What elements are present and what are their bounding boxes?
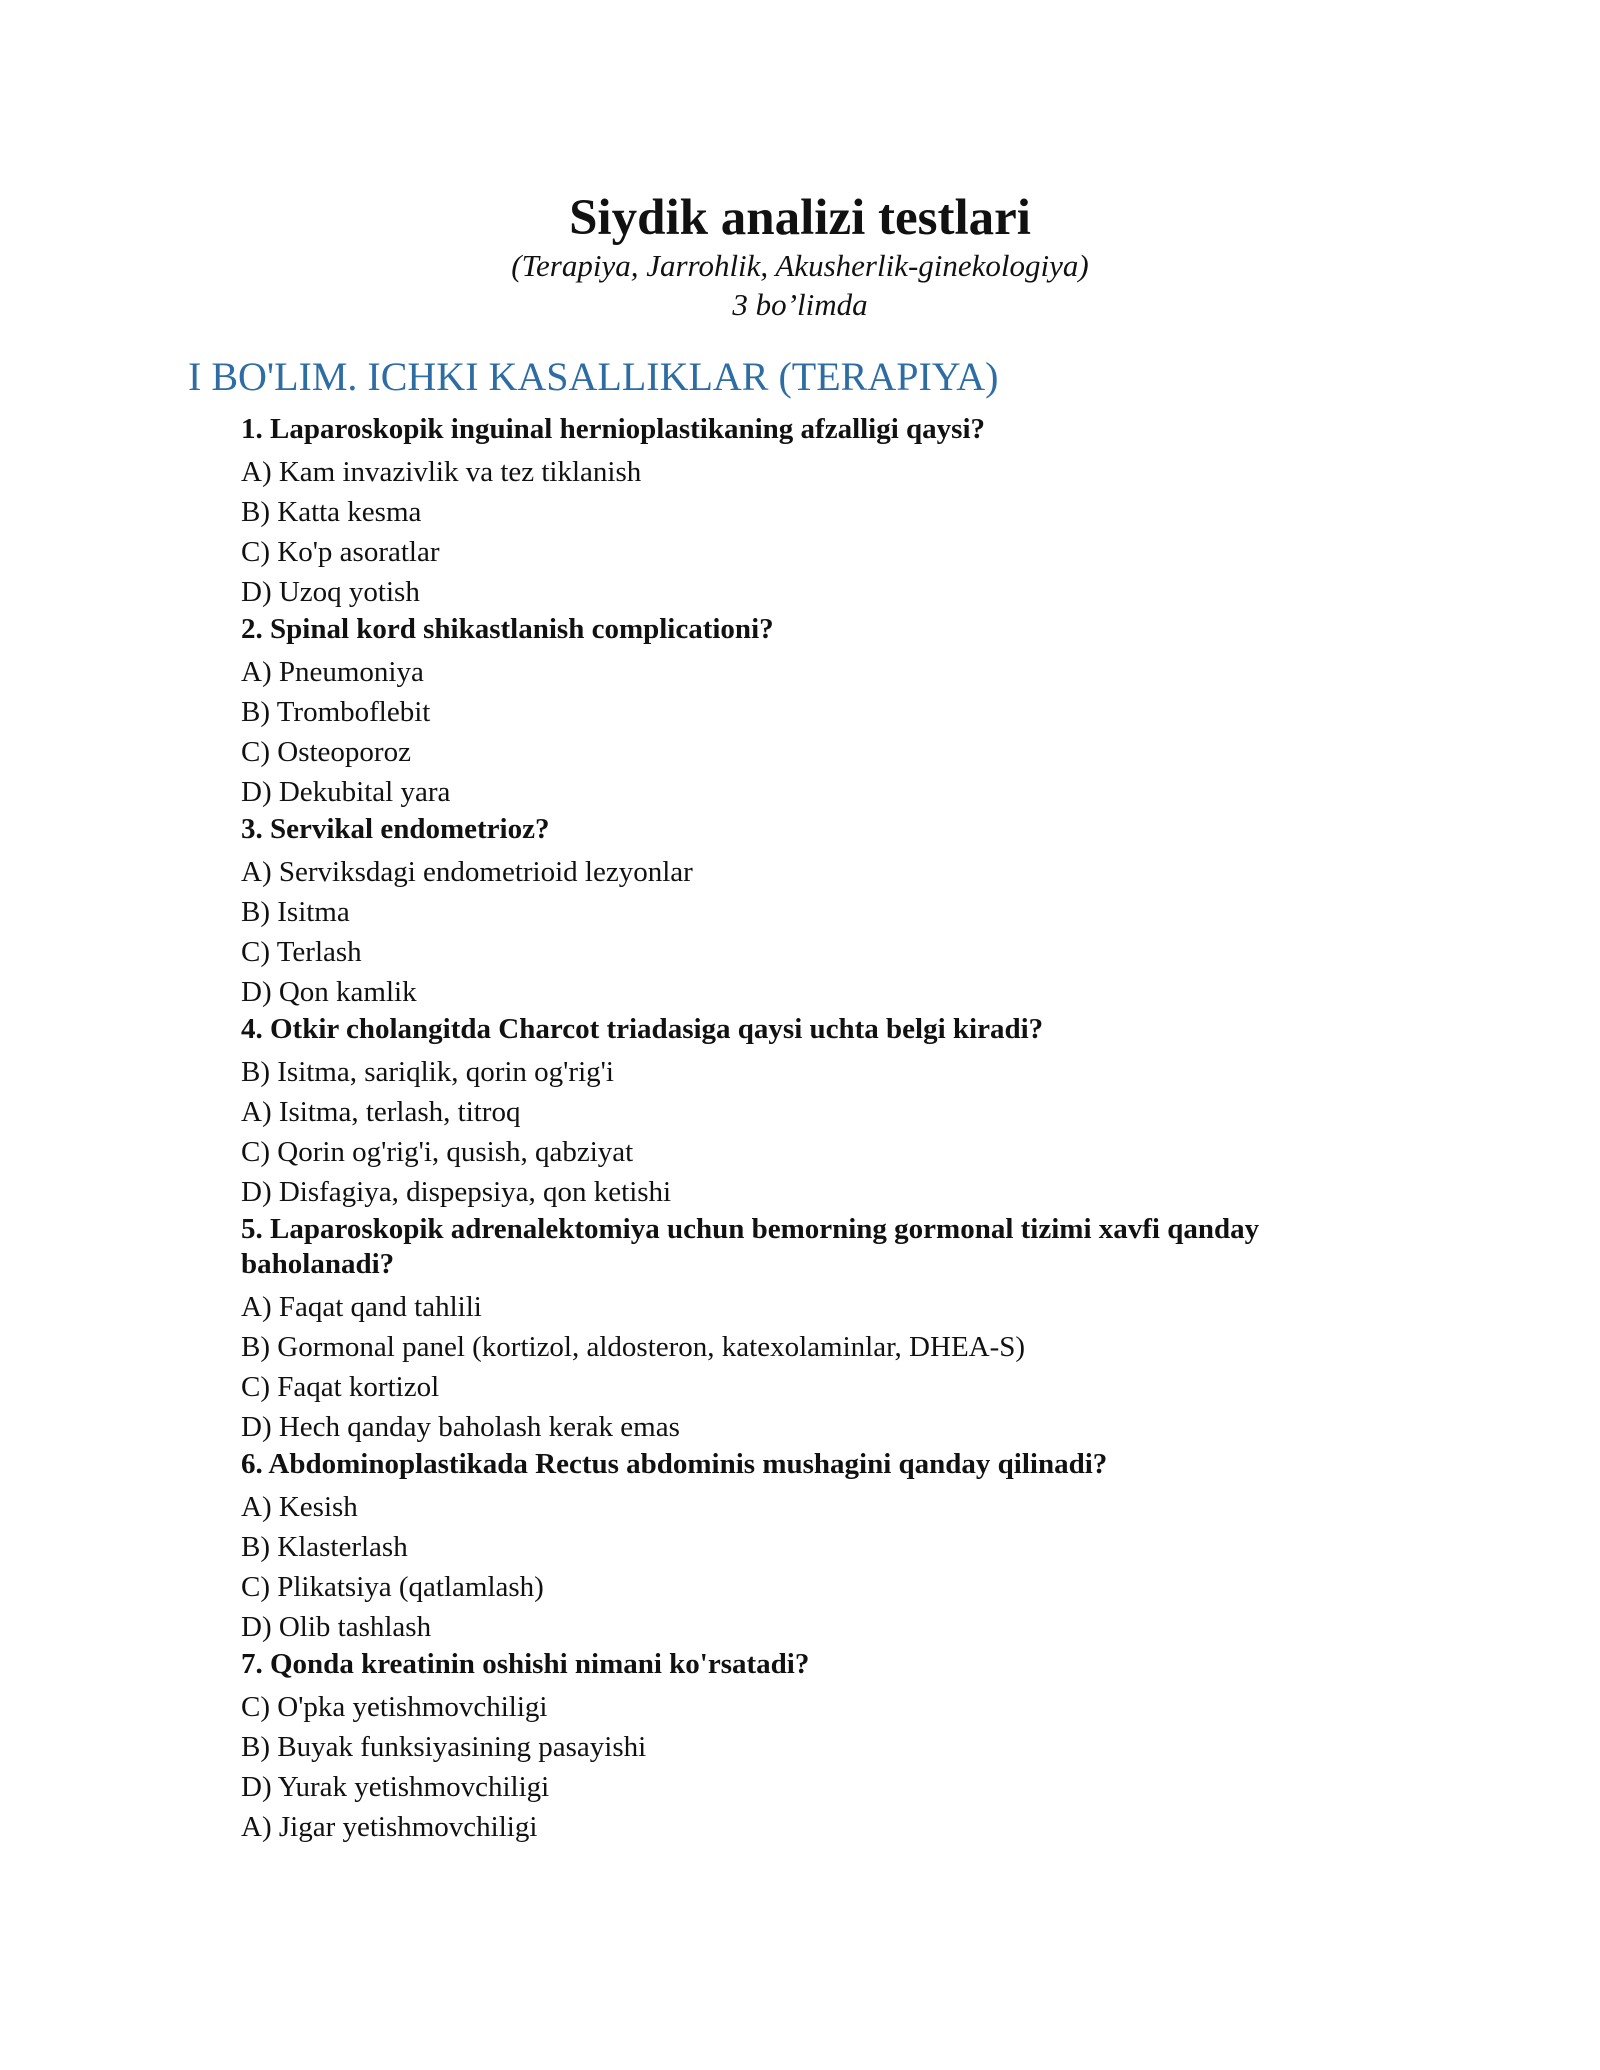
answer-option: C) Qorin og'rig'i, qusish, qabziyat (241, 1136, 634, 1168)
answer-option: C) Terlash (241, 936, 362, 968)
question-text: 2. Spinal kord shikastlanish complicationi? (241, 613, 774, 645)
question-list (241, 412, 1391, 1847)
question-text: 7. Qonda kreatinin oshishi nimani ko'rsatadi? (241, 1648, 810, 1680)
answer-option: A) Pneumoniya (241, 656, 424, 688)
document-subtitle: (Terapiya, Jarrohlik, Akusherlik-ginekologiya) (511, 248, 1089, 283)
answer-option: B) Buyak funksiyasining pasayishi (241, 1731, 647, 1763)
answer-option: B) Gormonal panel (kortizol, aldosteron, katexolaminlar, DHEA-S) (241, 1331, 1026, 1363)
answer-option: B) Isitma (241, 896, 350, 928)
section-heading: I BO'LIM. ICHKI KASALLIKLAR (TERAPIYA) (188, 354, 999, 399)
answer-option: A) Isitma, terlash, titroq (241, 1096, 521, 1128)
answer-option: C) Faqat kortizol (241, 1371, 440, 1403)
question-item (241, 1012, 1391, 1212)
answer-option: C) Plikatsiya (qatlamlash) (241, 1571, 544, 1603)
answer-option: D) Qon kamlik (241, 976, 417, 1008)
question-item (241, 412, 1391, 612)
answer-option: D) Disfagiya, dispepsiya, qon ketishi (241, 1176, 672, 1208)
answer-option: D) Uzoq yotish (241, 576, 420, 608)
answer-option: D) Dekubital yara (241, 776, 451, 808)
answer-option: C) Ko'p asoratlar (241, 536, 440, 568)
question-item (241, 812, 1391, 1012)
answer-option: B) Tromboflebit (241, 696, 431, 728)
question-item (241, 1647, 1391, 1847)
document-subtitle-sections: 3 bo’limda (732, 287, 868, 322)
answer-option: C) Osteoporoz (241, 736, 411, 768)
question-text: 4. Otkir cholangitda Charcot triadasiga qaysi uchta belgi kiradi? (241, 1013, 1044, 1045)
question-text: 5. Laparoskopik adrenalektomiya uchun bemorning gormonal tizimi xavfi qanday baholanadi? (241, 1213, 1260, 1280)
document-title: Siydik analizi testlari (569, 190, 1031, 246)
question-text: 3. Servikal endometrioz? (241, 813, 550, 845)
answer-option: D) Olib tashlash (241, 1611, 432, 1643)
question-item (241, 1212, 1391, 1447)
answer-option: A) Kam invazivlik va tez tiklanish (241, 456, 642, 488)
question-text: 6. Abdominoplastikada Rectus abdominis mushagini qanday qilinadi? (241, 1448, 1108, 1480)
answer-option: A) Serviksdagi endometrioid lezyonlar (241, 856, 693, 888)
answer-option: B) Klasterlash (241, 1531, 408, 1563)
answer-option: A) Jigar yetishmovchiligi (241, 1811, 538, 1843)
question-text: 1. Laparoskopik inguinal hernioplastikaning afzalligi qaysi? (241, 413, 986, 445)
answer-option: D) Hech qanday baholash kerak emas (241, 1411, 680, 1443)
answer-option: C) O'pka yetishmovchiligi (241, 1691, 548, 1723)
question-item (241, 1447, 1391, 1647)
answer-option: A) Kesish (241, 1491, 358, 1523)
answer-option: D) Yurak yetishmovchiligi (241, 1771, 550, 1803)
answer-option: A) Faqat qand tahlili (241, 1291, 482, 1323)
question-item (241, 612, 1391, 812)
answer-option: B) Katta kesma (241, 496, 422, 528)
answer-option: B) Isitma, sariqlik, qorin og'rig'i (241, 1056, 614, 1088)
